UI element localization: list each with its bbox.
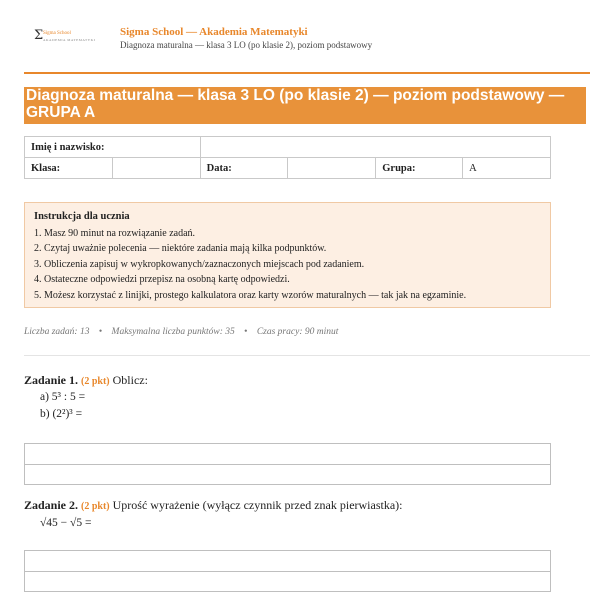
header-divider bbox=[24, 72, 590, 74]
sigma-icon: Σ bbox=[34, 28, 44, 43]
max-points: Maksymalna liczba punktów: 35 bbox=[111, 327, 235, 337]
task-points: (2 pkt) bbox=[81, 501, 110, 512]
group-value: A bbox=[463, 158, 551, 179]
task-1-subpart-b: b) (2²)³ = bbox=[40, 408, 83, 420]
task-prompt: Oblicz: bbox=[112, 373, 148, 387]
meta-separator: • bbox=[98, 327, 103, 337]
task-2-answer-area[interactable] bbox=[24, 550, 551, 592]
meta-separator: • bbox=[244, 327, 248, 337]
school-name: Sigma School — Akademia Matematyki bbox=[120, 26, 308, 38]
exam-meta bbox=[24, 327, 338, 337]
tasks-count: Liczba zadań: 13 bbox=[24, 327, 90, 337]
task-prompt: Uprość wyrażenie (wyłącz czynnik przed znak pierwiastka): bbox=[112, 498, 403, 512]
answer-line bbox=[25, 571, 550, 572]
name-label: Imię i nazwisko: bbox=[25, 137, 201, 158]
student-info-table bbox=[24, 136, 551, 179]
name-field[interactable] bbox=[200, 137, 550, 158]
instruction-item: 2. Czytaj uważnie polecenia — niektóre zadania mają kilka podpunktów. bbox=[34, 243, 327, 254]
group-label: Grupa: bbox=[376, 158, 463, 179]
task-1-heading bbox=[24, 373, 148, 388]
task-2-heading bbox=[24, 498, 403, 513]
school-subtitle: Diagnoza maturalna — klasa 3 LO (po klasie 2), poziom podstawowy bbox=[120, 40, 373, 50]
instructions-title: Instrukcja dla ucznia bbox=[34, 211, 130, 222]
task-number: Zadanie 1. bbox=[24, 373, 79, 387]
logo-text: Sigma School bbox=[43, 31, 71, 36]
date-label: Data: bbox=[200, 158, 288, 179]
task-1-answer-area[interactable] bbox=[24, 443, 551, 485]
meta-divider bbox=[24, 355, 590, 356]
page-header bbox=[34, 26, 564, 66]
task-2-subpart: √45 − √5 = bbox=[40, 517, 92, 529]
class-field[interactable] bbox=[112, 158, 200, 179]
instructions-box bbox=[24, 202, 551, 308]
instruction-item: 1. Masz 90 minut na rozwiązanie zadań. bbox=[34, 227, 196, 239]
instruction-item: 4. Ostateczne odpowiedzi przepisz na osobną kartę odpowiedzi. bbox=[34, 274, 290, 285]
page-title: Diagnoza maturalna — klasa 3 LO (po klasie 2) — poziom podstawowy — GRUPA A bbox=[24, 87, 586, 124]
task-1-subpart-a: a) 5³ : 5 = bbox=[40, 391, 86, 403]
school-logo bbox=[34, 28, 96, 50]
class-label: Klasa: bbox=[25, 158, 113, 179]
instruction-item: 3. Obliczenia zapisuj w wykropkowanych/zaznaczonych miejscach pod zadaniem. bbox=[34, 258, 365, 270]
task-points: (2 pkt) bbox=[81, 376, 110, 387]
answer-line bbox=[25, 464, 550, 465]
task-number: Zadanie 2. bbox=[24, 498, 79, 512]
date-field[interactable] bbox=[288, 158, 376, 179]
instruction-item: 5. Możesz korzystać z linijki, prostego kalkulatora oraz karty wzorów maturalnych — tak jak na egzaminie. bbox=[34, 289, 467, 301]
logo-subtext: AKADEMIA MATEMATYKI bbox=[43, 38, 96, 42]
time-limit: Czas pracy: 90 minut bbox=[256, 327, 339, 337]
